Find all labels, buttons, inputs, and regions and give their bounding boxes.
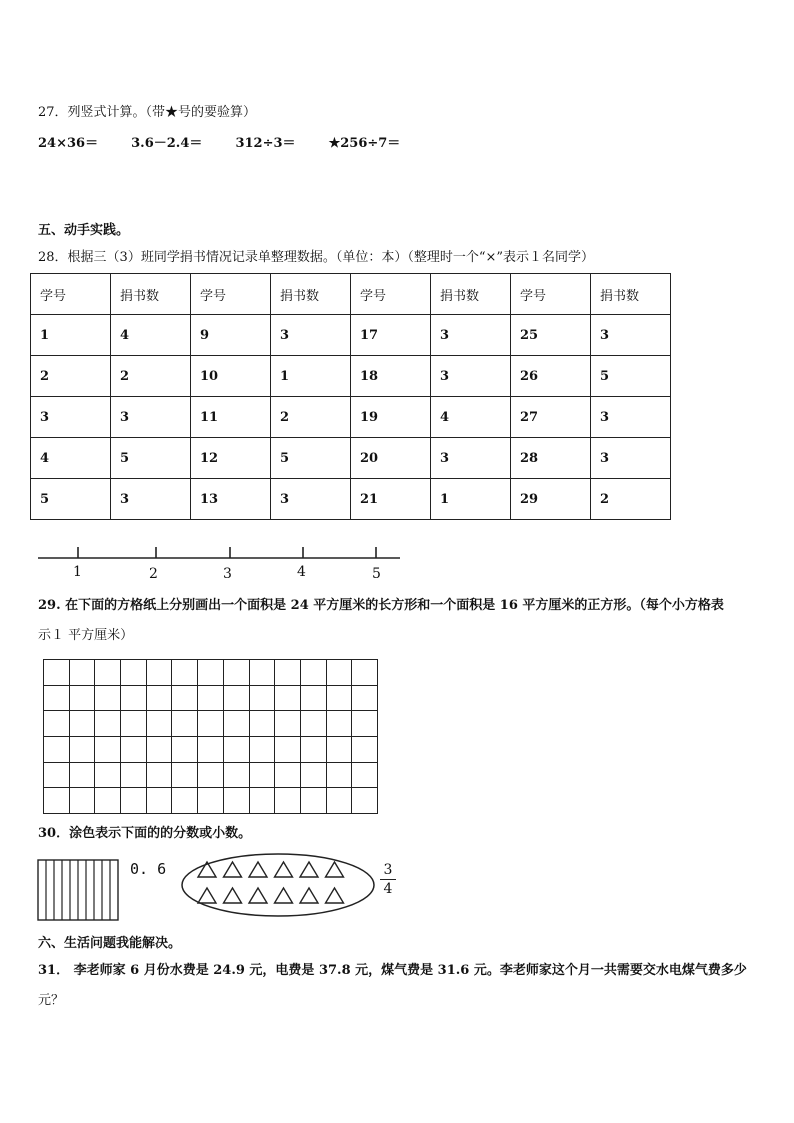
- q29-line1: 29. 在下面的方格纸上分别画出一个面积是 24 平方厘米的长方形和一个面积是 16 平方厘米的正方形。（每个小方格表: [38, 598, 724, 613]
- grid-cell[interactable]: [223, 737, 249, 763]
- grid-cell[interactable]: [352, 788, 378, 814]
- table-cell: 5: [111, 438, 191, 479]
- grid-cell[interactable]: [326, 660, 352, 686]
- grid-cell[interactable]: [95, 788, 121, 814]
- grid-cell[interactable]: [198, 737, 224, 763]
- table-cell: 2: [111, 356, 191, 397]
- grid-cell[interactable]: [249, 711, 275, 737]
- grid-cell[interactable]: [146, 685, 172, 711]
- grid-cell[interactable]: [121, 711, 147, 737]
- table-cell: 1: [431, 479, 511, 520]
- grid-cell[interactable]: [300, 737, 326, 763]
- grid-cell[interactable]: [223, 711, 249, 737]
- grid-cell[interactable]: [275, 762, 301, 788]
- grid-cell[interactable]: [44, 788, 70, 814]
- record-table: [30, 273, 671, 520]
- q27-item-2: 3.6－2.4＝: [131, 136, 203, 151]
- grid-cell[interactable]: [121, 685, 147, 711]
- q31-line1: 31． 李老师家 6 月份水费是 24.9 元，电费是 37.8 元，煤气费是 31.6 元。李老师家这个月一共需要交水电煤气费多少: [38, 963, 747, 978]
- grid-cell[interactable]: [275, 660, 301, 686]
- grid-cell[interactable]: [326, 685, 352, 711]
- table-cell: 10: [191, 356, 271, 397]
- grid-cell[interactable]: [352, 685, 378, 711]
- header-cell: 学号: [31, 274, 111, 315]
- q27-item-1: 24×36＝: [38, 136, 99, 151]
- grid-row: [44, 762, 378, 788]
- grid-cell[interactable]: [69, 685, 95, 711]
- table-cell: 1: [271, 356, 351, 397]
- table-cell: 3: [431, 438, 511, 479]
- grid-cell[interactable]: [249, 762, 275, 788]
- table-cell: 3: [111, 397, 191, 438]
- grid-cell[interactable]: [326, 788, 352, 814]
- oval-outline: [182, 854, 374, 916]
- triangle-icon[interactable]: [300, 862, 318, 877]
- header-cell: 捐书数: [271, 274, 351, 315]
- table-cell: 4: [111, 315, 191, 356]
- header-cell: 捐书数: [111, 274, 191, 315]
- triangle-icon[interactable]: [275, 888, 293, 903]
- grid-cell[interactable]: [198, 788, 224, 814]
- grid-cell[interactable]: [352, 711, 378, 737]
- table-cell: 2: [271, 397, 351, 438]
- table-header-row: [31, 274, 671, 315]
- grid-cell[interactable]: [95, 685, 121, 711]
- grid-cell[interactable]: [198, 711, 224, 737]
- grid-cell[interactable]: [249, 737, 275, 763]
- header-cell: 学号: [351, 274, 431, 315]
- grid-cell[interactable]: [300, 762, 326, 788]
- grid-cell[interactable]: [198, 762, 224, 788]
- header-cell: 捐书数: [591, 274, 671, 315]
- grid-row: [44, 788, 378, 814]
- table-cell: 25: [511, 315, 591, 356]
- grid-cell[interactable]: [172, 660, 198, 686]
- grid-cell[interactable]: [352, 660, 378, 686]
- grid-cell[interactable]: [44, 737, 70, 763]
- table-cell: 5: [271, 438, 351, 479]
- number-line: [38, 544, 402, 566]
- triangle-icon[interactable]: [275, 862, 293, 877]
- grid-cell[interactable]: [352, 737, 378, 763]
- number-line-label: 2: [149, 566, 158, 582]
- grid-cell[interactable]: [44, 711, 70, 737]
- grid-row: [44, 685, 378, 711]
- grid-cell[interactable]: [223, 685, 249, 711]
- number-line-label: 1: [73, 564, 82, 580]
- grid-cell[interactable]: [223, 788, 249, 814]
- grid-cell[interactable]: [146, 737, 172, 763]
- triangle-icon[interactable]: [326, 888, 344, 903]
- grid-cell[interactable]: [172, 711, 198, 737]
- table-cell: 17: [351, 315, 431, 356]
- grid-cell[interactable]: [121, 737, 147, 763]
- grid-cell[interactable]: [172, 685, 198, 711]
- grid-cell[interactable]: [172, 788, 198, 814]
- table-cell: 3: [591, 438, 671, 479]
- table-cell: 1: [31, 315, 111, 356]
- table-cell: 20: [351, 438, 431, 479]
- grid-cell[interactable]: [95, 660, 121, 686]
- table-row: [31, 479, 671, 520]
- grid-cell[interactable]: [69, 711, 95, 737]
- grid-row: [44, 711, 378, 737]
- section5-title: 五、动手实践。: [38, 223, 130, 238]
- grid-cell[interactable]: [69, 737, 95, 763]
- table-cell: 9: [191, 315, 271, 356]
- q31-line2: 元？: [38, 993, 65, 1008]
- grid-cell[interactable]: [198, 660, 224, 686]
- grid-cell[interactable]: [275, 685, 301, 711]
- number-line-label: 5: [372, 566, 381, 582]
- grid-cell[interactable]: [275, 737, 301, 763]
- fraction-bar: [380, 879, 396, 880]
- grid-cell[interactable]: [44, 685, 70, 711]
- fraction-denominator: 4: [383, 881, 393, 897]
- grid-cell[interactable]: [326, 711, 352, 737]
- table-cell: 19: [351, 397, 431, 438]
- grid-cell[interactable]: [172, 737, 198, 763]
- grid-cell[interactable]: [69, 788, 95, 814]
- table-row: [31, 397, 671, 438]
- grid-cell[interactable]: [121, 788, 147, 814]
- table-cell: 13: [191, 479, 271, 520]
- grid-cell[interactable]: [223, 762, 249, 788]
- table-cell: 21: [351, 479, 431, 520]
- table-cell: 29: [511, 479, 591, 520]
- table-cell: 3: [271, 315, 351, 356]
- triangle-icon[interactable]: [300, 888, 318, 903]
- table-cell: 3: [111, 479, 191, 520]
- table-cell: 2: [31, 356, 111, 397]
- grid-cell[interactable]: [326, 737, 352, 763]
- grid-cell[interactable]: [95, 711, 121, 737]
- table-row: [31, 315, 671, 356]
- triangle-icon[interactable]: [198, 888, 216, 903]
- table-cell: 18: [351, 356, 431, 397]
- grid-cell[interactable]: [69, 660, 95, 686]
- triangle-icon[interactable]: [249, 888, 267, 903]
- grid-cell[interactable]: [249, 788, 275, 814]
- q30-title: 30．涂色表示下面的的分数或小数。: [38, 826, 252, 841]
- grid-cell[interactable]: [198, 685, 224, 711]
- fraction-numerator: 3: [383, 862, 393, 878]
- grid-row: [44, 737, 378, 763]
- table-row: [31, 438, 671, 479]
- table-cell: 3: [591, 397, 671, 438]
- table-cell: 5: [591, 356, 671, 397]
- grid-cell[interactable]: [275, 788, 301, 814]
- triangle-icon[interactable]: [224, 862, 242, 877]
- table-cell: 12: [191, 438, 271, 479]
- fraction-three-quarters: [380, 862, 396, 897]
- table-cell: 4: [431, 397, 511, 438]
- grid-cell[interactable]: [44, 660, 70, 686]
- table-row: [31, 356, 671, 397]
- triangle-oval[interactable]: [180, 852, 376, 918]
- table-cell: 3: [591, 315, 671, 356]
- grid-cell[interactable]: [326, 762, 352, 788]
- table-cell: 26: [511, 356, 591, 397]
- q29-line2: 示１ 平方厘米）: [38, 628, 134, 643]
- grid-cell[interactable]: [146, 660, 172, 686]
- triangle-icon[interactable]: [224, 888, 242, 903]
- grid-cell[interactable]: [121, 660, 147, 686]
- header-cell: 学号: [511, 274, 591, 315]
- number-line-label: 4: [297, 564, 306, 580]
- table-cell: 11: [191, 397, 271, 438]
- grid-cell[interactable]: [249, 685, 275, 711]
- q27-title: 27．列竖式计算。（带★号的要验算）: [38, 105, 257, 120]
- decimal-value: 0. 6: [130, 860, 167, 878]
- q27-item-3: 312÷3＝: [235, 136, 296, 151]
- grid-cell[interactable]: [352, 762, 378, 788]
- grid-cell[interactable]: [300, 660, 326, 686]
- grid-cell[interactable]: [95, 737, 121, 763]
- grid-cell[interactable]: [146, 788, 172, 814]
- table-cell: 3: [31, 397, 111, 438]
- grid-cell[interactable]: [300, 685, 326, 711]
- table-cell: 3: [271, 479, 351, 520]
- table-cell: 3: [431, 356, 511, 397]
- table-cell: 2: [591, 479, 671, 520]
- q27-item-4: ★256÷7＝: [328, 136, 401, 151]
- grid-cell[interactable]: [300, 711, 326, 737]
- triangle-icon[interactable]: [249, 862, 267, 877]
- q27-items: [38, 135, 400, 153]
- grid-cell[interactable]: [172, 762, 198, 788]
- table-cell: 3: [431, 315, 511, 356]
- grid-cell[interactable]: [146, 762, 172, 788]
- grid-cell[interactable]: [249, 660, 275, 686]
- table-cell: 27: [511, 397, 591, 438]
- section6-title: 六、生活问题我能解决。: [38, 936, 182, 951]
- grid-cell[interactable]: [300, 788, 326, 814]
- grid-cell[interactable]: [121, 762, 147, 788]
- grid-cell[interactable]: [95, 762, 121, 788]
- table-cell: 4: [31, 438, 111, 479]
- square-grid-paper[interactable]: [43, 659, 378, 814]
- grid-cell[interactable]: [69, 762, 95, 788]
- number-line-label: 3: [223, 566, 232, 582]
- grid-cell[interactable]: [223, 660, 249, 686]
- grid-cell[interactable]: [146, 711, 172, 737]
- striped-rectangle[interactable]: [37, 858, 121, 922]
- table-cell: 5: [31, 479, 111, 520]
- grid-row: [44, 660, 378, 686]
- table-cell: 28: [511, 438, 591, 479]
- q28-title: 28．根据三（3）班同学捐书情况记录单整理数据。（单位：本）（整理时一个“×”表示１名同学）: [38, 250, 594, 265]
- header-cell: 学号: [191, 274, 271, 315]
- header-cell: 捐书数: [431, 274, 511, 315]
- grid-cell[interactable]: [44, 762, 70, 788]
- grid-cell[interactable]: [275, 711, 301, 737]
- triangle-icon[interactable]: [326, 862, 344, 877]
